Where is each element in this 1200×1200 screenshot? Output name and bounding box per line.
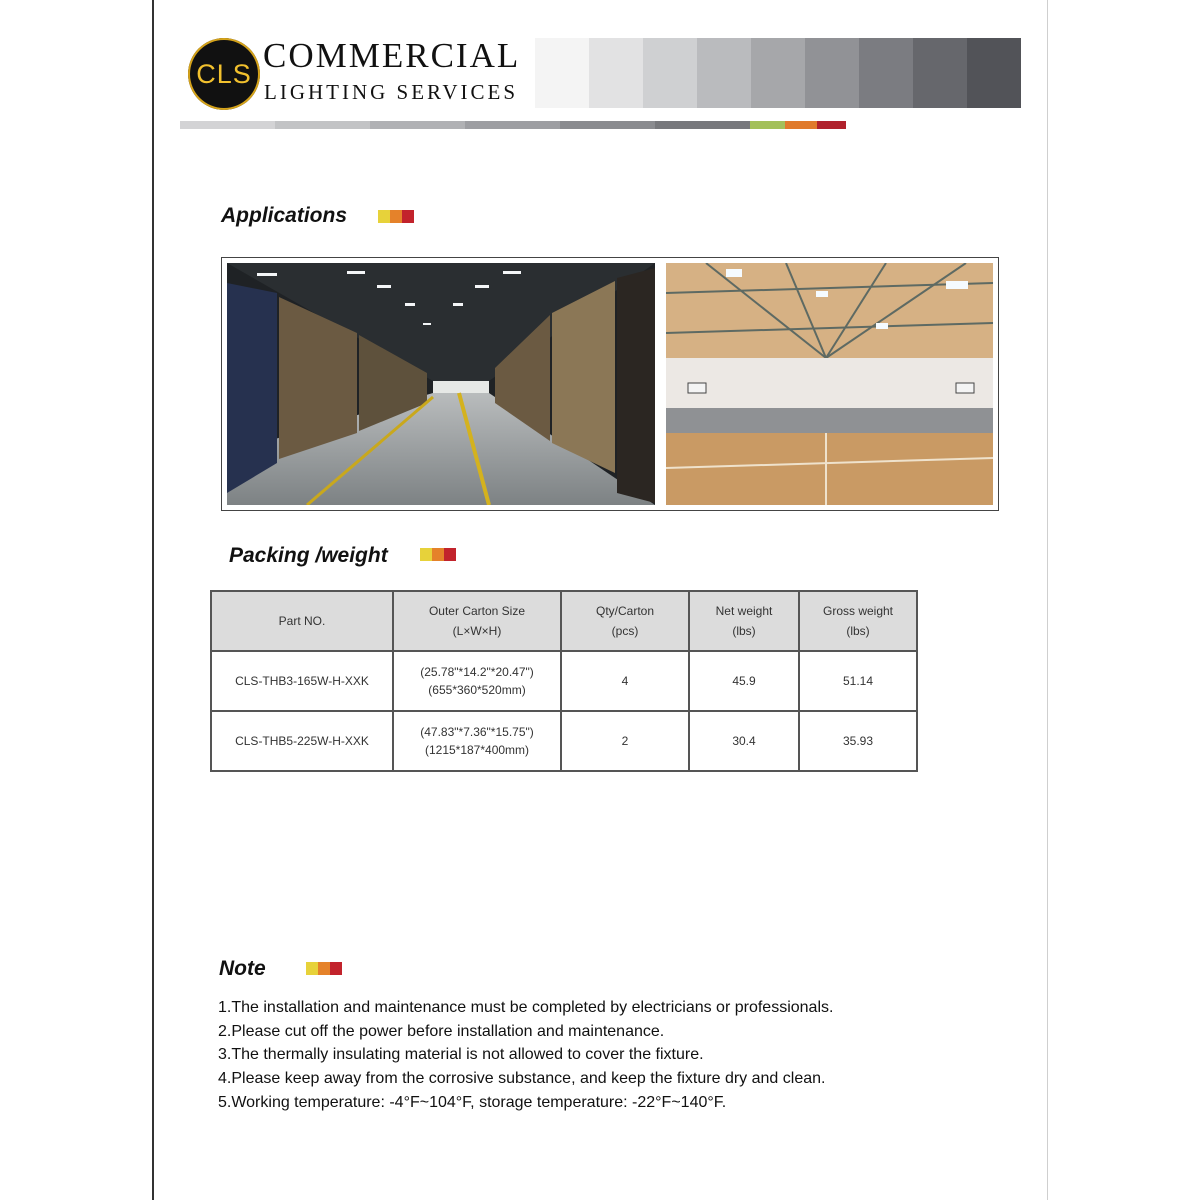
accent-swatch-cell [390, 210, 402, 223]
notes-list [218, 996, 833, 1114]
header-color-swatches [535, 38, 1021, 108]
packing-weight-heading: Packing /weight [229, 544, 388, 567]
note-item: 1.The installation and maintenance must be completed by electricians or professionals. [218, 999, 834, 1016]
header-part-no: Part NO. [211, 591, 393, 651]
header-bar-segment [180, 121, 275, 129]
header-bar-segment [817, 121, 846, 129]
accent-swatch-cell [402, 210, 414, 223]
page-right-border [1047, 0, 1048, 1200]
applications-heading: Applications [221, 204, 348, 227]
header-bar-segment [785, 121, 817, 129]
header-bar-segment [560, 121, 655, 129]
note-accent-swatch [306, 962, 342, 975]
cell-qty: 2 [561, 711, 689, 771]
company-logo [188, 38, 260, 110]
cell-carton-size: (47.83"*7.36"*15.75") (1215*187*400mm) [393, 711, 561, 771]
cell-part-no: CLS-THB5-225W-H-XXK [211, 711, 393, 771]
header-net-weight: Net weight (lbs) [689, 591, 799, 651]
header-bar-segment [465, 121, 560, 129]
packing-accent-swatch [420, 548, 456, 561]
header-swatch [967, 38, 1021, 108]
header-swatch [859, 38, 913, 108]
table-row [211, 651, 917, 711]
note-item: 3.The thermally insulating material is not allowed to cover the fixture. [218, 1046, 704, 1064]
header-swatch [643, 38, 697, 108]
note-item: 2.Please cut off the power before installation and maintenance. [218, 1022, 665, 1040]
accent-swatch-cell [444, 548, 456, 561]
accent-swatch-cell [432, 548, 444, 561]
cell-carton-size: (25.78"*14.2"*20.47") (655*360*520mm) [393, 651, 561, 711]
header-gradient-bar [180, 121, 1023, 129]
accent-swatch-cell [306, 962, 318, 975]
gymnasium-photo [666, 263, 993, 505]
header-swatch [805, 38, 859, 108]
header-swatch [913, 38, 967, 108]
accent-swatch-cell [420, 548, 432, 561]
header-bar-segment [275, 121, 370, 129]
accent-swatch-cell [330, 962, 342, 975]
applications-photo-frame [221, 257, 999, 511]
table-row [211, 711, 917, 771]
header-swatch [697, 38, 751, 108]
cell-part-no: CLS-THB3-165W-H-XXK [211, 651, 393, 711]
header-gross-weight: Gross weight (lbs) [799, 591, 917, 651]
table-header-row [211, 591, 917, 651]
note-item: 5.Working temperature: -4°F~104°F, storage temperature: -22°F~140°F. [218, 1093, 727, 1111]
note-heading: Note [219, 957, 266, 980]
note-item: 4.Please keep away from the corrosive substance, and keep the fixture dry and clean. [218, 1070, 826, 1088]
header-bar-segment [655, 121, 750, 129]
accent-swatch-cell [318, 962, 330, 975]
brand-name-line2: LIGHTING SERVICES [264, 80, 519, 104]
accent-swatch-cell [378, 210, 390, 223]
applications-accent-swatch [378, 210, 414, 223]
cell-qty: 4 [561, 651, 689, 711]
brand-name-line1: COMMERCIAL [263, 36, 521, 75]
cell-net-weight: 30.4 [689, 711, 799, 771]
header-qty-carton: Qty/Carton (pcs) [561, 591, 689, 651]
header-bar-segment [370, 121, 465, 129]
header-swatch [751, 38, 805, 108]
cell-gross-weight: 51.14 [799, 651, 917, 711]
header-swatch [535, 38, 589, 108]
packing-table [210, 590, 918, 772]
header-bar-segment [750, 121, 785, 129]
header-outer-carton-size: Outer Carton Size (L×W×H) [393, 591, 561, 651]
cell-net-weight: 45.9 [689, 651, 799, 711]
logo-text: CLS [196, 58, 252, 89]
cell-gross-weight: 35.93 [799, 711, 917, 771]
header-swatch [589, 38, 643, 108]
page-left-border [152, 0, 154, 1200]
warehouse-photo [227, 263, 655, 505]
